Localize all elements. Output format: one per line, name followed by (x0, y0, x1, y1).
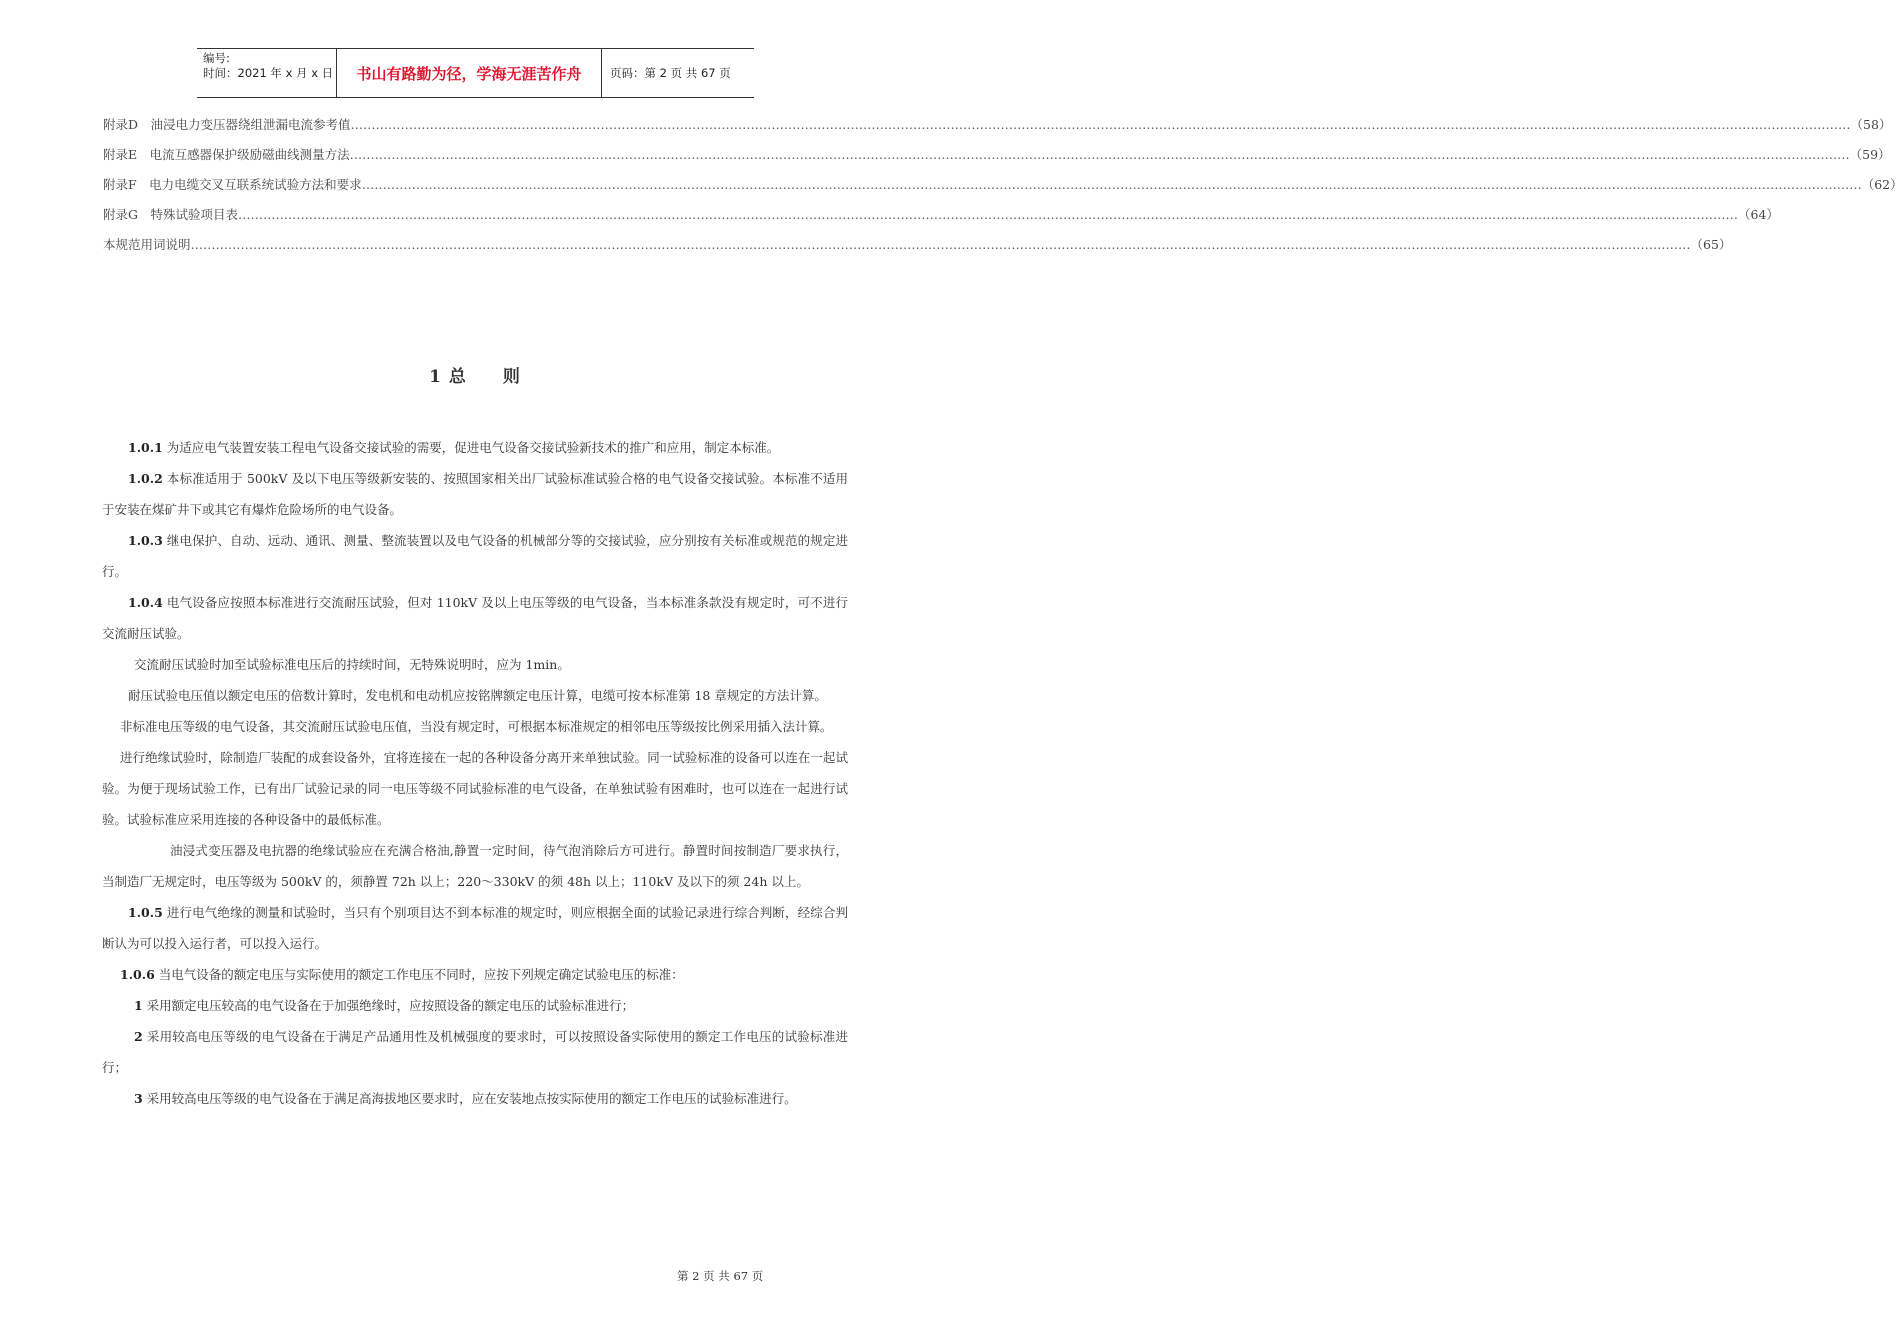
paragraph-text: 采用额定电压较高的电气设备在于加强绝缘时，应按照设备的额定电压的试验标准进行； (142, 998, 635, 1013)
header-meta (197, 49, 337, 97)
toc-entry-label: 附录D 油浸电力变压器绕组泄漏电流参考值 (103, 117, 351, 132)
table-of-contents (103, 114, 1903, 264)
toc-entry[interactable] (103, 204, 1779, 234)
clause-number: 1 (134, 998, 143, 1013)
toc-entry-label: 附录E 电流互感器保护级励磁曲线测量方法 (103, 147, 350, 162)
paragraph (102, 742, 848, 835)
clause-number: 1.0.2 (128, 471, 163, 486)
toc-entry-page: （64） (1738, 207, 1779, 222)
paragraph-text: 交流耐压试验时加至试验标准电压后的持续时间，无特殊说明时，应为 1min。 (134, 657, 570, 672)
clause-number: 1.0.1 (128, 440, 163, 455)
paragraph-text: 进行绝缘试验时，除制造厂装配的成套设备外，宜将连接在一起的各种设备分离开来单独试验。同一试验标准的设备可以连在一起试验。为便于现场试验工作，已有出厂试验记录的同一电压等级不同试验标准的电气设备，在单独试验有困难时，也可以连在一起进行试验。试验标准应采用连接的各种设备中的最低标准。 (102, 750, 848, 827)
clause-number: 1.0.3 (128, 533, 163, 548)
body-text (102, 432, 848, 1114)
toc-leader-dots: ……………………………………………………………………………………………………………………………………………………………………………………………………………………………………………………………………………………………………………………………… (349, 147, 1850, 162)
paragraph (102, 711, 848, 742)
clause-number: 1.0.5 (128, 905, 163, 920)
toc-entry-label: 附录G 特殊试验项目表 (103, 207, 238, 222)
paragraph (102, 990, 848, 1021)
paragraph (102, 897, 848, 959)
paragraph (102, 432, 848, 463)
paragraph (102, 649, 848, 680)
paragraph (102, 835, 848, 897)
paragraph-text: 耐压试验电压值以额定电压的倍数计算时，发电机和电动机应按铭牌额定电压计算，电缆可按本标准第 18 章规定的方法计算。 (128, 688, 827, 703)
paragraph-text: 当电气设备的额定电压与实际使用的额定工作电压不同时，应按下列规定确定试验电压的标准： (154, 967, 684, 982)
paragraph (102, 587, 848, 649)
toc-entry-page: （62） (1861, 177, 1903, 192)
clause-number: 1.0.4 (128, 595, 163, 610)
toc-entry[interactable] (103, 234, 1732, 264)
toc-entry[interactable] (103, 144, 1891, 174)
toc-leader-dots: ……………………………………………………………………………………………………………………………………………………………………………………………………………………………………………………………………………………………………………………………… (238, 207, 1738, 222)
page-header (197, 48, 754, 98)
header-page-info: 页码：第 2 页 共 67 页 (610, 66, 731, 80)
toc-leader-dots: ……………………………………………………………………………………………………………………………………………………………………………………………………………………………………………………………………………………………………………………………… (190, 237, 1691, 252)
clause-number: 3 (134, 1091, 143, 1106)
toc-entry[interactable] (103, 114, 1892, 144)
paragraph-text: 电气设备应按照本标准进行交流耐压试验，但对 110kV 及以上电压等级的电气设备，当本标准条款没有规定时，可不进行交流耐压试验。 (102, 595, 848, 641)
paragraph-text: 采用较高电压等级的电气设备在于满足产品通用性及机械强度的要求时，可以按照设备实际使用的额定工作电压的试验标准进行； (102, 1029, 848, 1075)
header-motto: 书山有路勤为径，学海无涯苦作舟 (337, 49, 602, 97)
paragraph-text: 油浸式变压器及电抗器的绝缘试验应在充满合格油,静置一定时间，待气泡消除后方可进行。静置时间按制造厂要求执行，当制造厂无规定时，电压等级为 500kV 的，须静置 72h 以上；220～330kV 的须 48h 以上；110kV 及以下的须 24h 以上。 (102, 843, 848, 889)
paragraph-text: 非标准电压等级的电气设备，其交流耐压试验电压值，当没有规定时，可根据本标准规定的相邻电压等级按比例采用插入法计算。 (120, 719, 833, 734)
paragraph-text: 采用较高电压等级的电气设备在于满足高海拔地区要求时，应在安装地点按实际使用的额定工作电压的试验标准进行。 (142, 1091, 797, 1106)
header-id-label: 编号: (203, 51, 230, 65)
paragraph (102, 1021, 848, 1083)
paragraph-text: 为适应电气装置安装工程电气设备交接试验的需要，促进电气设备交接试验新技术的推广和应用，制定本标准。 (162, 440, 780, 455)
toc-entry[interactable] (103, 174, 1903, 204)
header-date: 时间：2021 年 x 月 x 日 (203, 66, 334, 80)
clause-number: 2 (134, 1029, 143, 1044)
chapter-title: 1 总 则 (429, 367, 521, 387)
clause-number: 1.0.6 (120, 967, 155, 982)
paragraph (102, 1083, 848, 1114)
page-footer: 第 2 页 共 67 页 (677, 1269, 764, 1283)
toc-leader-dots: ……………………………………………………………………………………………………………………………………………………………………………………………………………………………………………………………………………………………………………………………… (350, 117, 1851, 132)
paragraph (102, 959, 848, 990)
paragraph (102, 525, 848, 587)
paragraph-text: 继电保护、自动、远动、通讯、测量、整流装置以及电气设备的机械部分等的交接试验，应分别按有关标准或规范的规定进行。 (102, 533, 848, 579)
toc-entry-page: （59） (1849, 147, 1891, 162)
toc-entry-label: 本规范用词说明 (103, 237, 191, 252)
toc-leader-dots: ……………………………………………………………………………………………………………………………………………………………………………………………………………………………………………………………………………………………………………………………… (361, 177, 1862, 192)
paragraph-text: 本标准适用于 500kV 及以下电压等级新安装的、按照国家相关出厂试验标准试验合格的电气设备交接试验。本标准不适用于安装在煤矿井下或其它有爆炸危险场所的电气设备。 (102, 471, 848, 517)
toc-entry-label: 附录F 电力电缆交叉互联系统试验方法和要求 (103, 177, 362, 192)
paragraph-text: 进行电气绝缘的测量和试验时，当只有个别项目达不到本标准的规定时，则应根据全面的试验记录进行综合判断，经综合判断认为可以投入运行者，可以投入运行。 (102, 905, 848, 951)
toc-entry-page: （58） (1850, 117, 1892, 132)
paragraph (102, 463, 848, 525)
paragraph (102, 680, 848, 711)
toc-entry-page: （65） (1690, 237, 1732, 252)
